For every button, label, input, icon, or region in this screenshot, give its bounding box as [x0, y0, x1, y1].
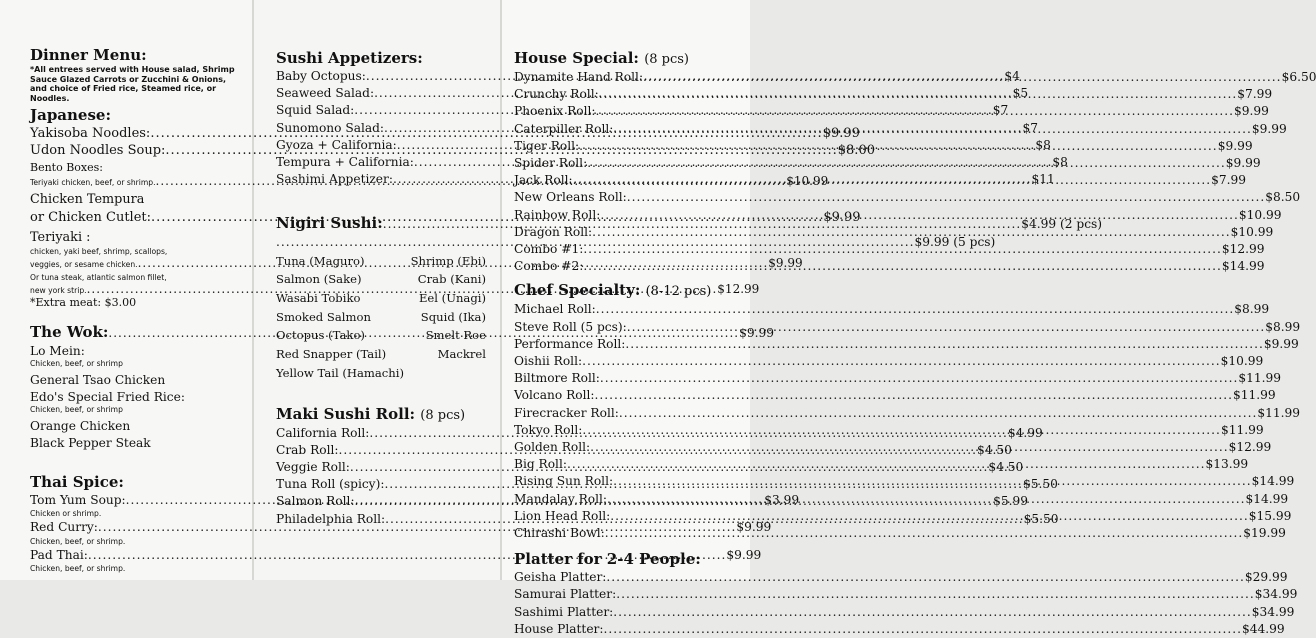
- menu-item: Rising Sun Roll: ..... $14.99: [514, 473, 717, 490]
- nigiri-pair: Wasabi Tobiko Eel (Unagi): [276, 291, 486, 306]
- menu-item: The Wok: ..... $9.99: [30, 323, 240, 343]
- menu-item: Tiger Roll: ..... $9.99: [514, 138, 717, 155]
- nigiri-pair: Salmon (Sake) Crab (Kani): [276, 272, 486, 287]
- orange-chicken: Orange Chicken: [30, 419, 131, 434]
- menu-item: Mandalay Roll: ..... $14.99: [514, 491, 717, 508]
- menu-item: Combo #1: ..... $12.99: [514, 241, 717, 258]
- menu-item: Udon Noodles Soup: ..... $8.00: [30, 142, 240, 159]
- menu-item: Dynamite Hand Roll: ..... $6.50: [514, 69, 717, 86]
- menu-item: Tuna Roll (spicy): ..... $5.50: [276, 476, 486, 493]
- menu-item: veggies, or sesame chicken. ..... $9.99: [30, 257, 240, 270]
- menu-item: new york strip. ..... $12.99: [30, 283, 240, 296]
- menu-item: Sashimi Platter: ..... $34.99: [514, 604, 717, 621]
- menu-item: Phoenix Roll: ..... $9.99: [514, 103, 717, 120]
- item-sub: Chicken, beef, or shrimp.: [30, 536, 126, 546]
- edo-sub: Chicken, beef, or shrimp: [30, 405, 123, 415]
- house-special-title: House Special: (8 pcs): [514, 49, 690, 67]
- thai-title: Thai Spice:: [30, 473, 124, 492]
- menu-item: California Roll: ..... $4.99: [276, 425, 486, 442]
- menu-item: Firecracker Roll: ..... $11.99: [514, 405, 717, 422]
- nigiri-pair: Smoked Salmon Squid (Ika): [276, 309, 486, 324]
- menu-item: New Orleans Roll: ..... $8.50: [514, 189, 717, 206]
- item-sub: Chicken, beef, or shrimp.: [30, 563, 126, 573]
- menu-item: Pad Thai: ..... $9.99: [30, 547, 240, 564]
- black-pepper-steak: Black Pepper Steak: [30, 435, 151, 450]
- general-tsao: General Tsao Chicken: [30, 373, 166, 388]
- menu-item: Oishii Roll: ..... $10.99: [514, 353, 717, 370]
- menu-item: House Platter: ..... $44.99: [514, 621, 717, 638]
- menu-item: Crab Roll: ..... $4.50: [276, 442, 486, 459]
- menu-item: Crunchy Roll: ..... $7.99: [514, 86, 717, 103]
- dinner-menu-title: Dinner Menu:: [30, 46, 147, 64]
- menu-item: Yakisoba Noodles: ..... $9.99: [30, 125, 240, 142]
- platter-title: Platter for 2-4 People:: [514, 550, 701, 569]
- dinner-menu-note: *All entrees served with House salad, Shrimp Sauce Glazed Carrots or Zucchini & Onions, and choice of Fried rice, Steamed rice, or Noodles.: [30, 65, 235, 103]
- menu-item: Salmon Roll: ..... $5.99: [276, 493, 486, 510]
- menu-item: Caterpiller Roll: ..... $9.99: [514, 121, 717, 138]
- menu-item: Performance Roll: ..... $9.99: [514, 336, 717, 353]
- menu-item: Sashimi Appetizer: ..... $11: [276, 171, 486, 188]
- teriyaki-title: Teriyaki :: [30, 230, 91, 246]
- menu-item: Combo #2: ..... $14.99: [514, 258, 717, 275]
- menu-item: Jack Roll: ..... $7.99: [514, 172, 717, 189]
- menu-item: Geisha Platter: ..... $29.99: [514, 569, 717, 586]
- lo-mein-sub: Chicken, beef, or shrimp: [30, 359, 123, 369]
- teriyaki-sub: Or tuna steak, atlantic salmon fillet,: [30, 272, 167, 282]
- lo-mein: Lo Mein:: [30, 343, 85, 358]
- nigiri-pair: Red Snapper (Tail) Mackrel: [276, 347, 486, 362]
- maki-title: Maki Sushi Roll: (8 pcs): [276, 404, 466, 423]
- nigiri-pair: Tuna (Maguro) Shrimp (Ebi): [276, 253, 486, 268]
- menu-item: Spider Roll: ..... $9.99: [514, 155, 717, 172]
- tempura-line1: Chicken Tempura: [30, 192, 145, 208]
- item-sub: Chicken or shrimp.: [30, 509, 102, 519]
- bento-title: Bento Boxes:: [30, 161, 103, 175]
- menu-item: Seaweed Salad: ..... $5: [276, 85, 486, 102]
- nigiri-pair: Octopus (Tako) Smelt Roe: [276, 328, 486, 343]
- menu-item: Dragon Roll: ..... $10.99: [514, 224, 717, 241]
- extra-meat-note: *Extra meat: $3.00: [30, 295, 137, 309]
- menu-item: Tempura + California: ..... $8: [276, 154, 486, 171]
- menu-item: Lion Head Roll: ..... $15.99: [514, 508, 717, 525]
- menu-item: Tom Yum Soup: ..... $3.99: [30, 492, 240, 509]
- menu-item: Squid Salad: ..... $7: [276, 102, 486, 119]
- menu-item: Big Roll: ..... $13.99: [514, 456, 717, 473]
- menu-item: Rainbow Roll: ..... $10.99: [514, 207, 717, 224]
- sushi-appetizers-title: Sushi Appetizers:: [276, 49, 423, 67]
- menu-item: Philadelphia Roll: ..... $5.50: [276, 511, 486, 528]
- menu-item: or Chicken Cutlet: ..... $9.99: [30, 209, 240, 226]
- japanese-title: Japanese:: [30, 106, 111, 124]
- menu-item: Sunomono Salad: ..... $7: [276, 120, 486, 137]
- chef-specialty-title: Chef Specialty: (8-12 pcs): [514, 281, 712, 300]
- menu-item: Gyoza + California: ..... $8: [276, 137, 486, 154]
- menu-item: Michael Roll: ..... $8.99: [514, 301, 717, 318]
- menu-item: Chirashi Bowl: ..... $19.99: [514, 525, 717, 542]
- teriyaki-sub: chicken, yaki beef, shrimp, scallops,: [30, 246, 168, 256]
- menu-item: Golden Roll: ..... $12.99: [514, 439, 717, 456]
- nigiri-price-row: ..... $9.99 (5 pcs): [276, 234, 486, 251]
- menu-item: Baby Octopus: ..... $4: [276, 68, 486, 85]
- nigiri-header: Nigiri Sushi: ..... $4.99 (2 pcs): [276, 214, 486, 234]
- nigiri-last: Yellow Tail (Hamachi): [276, 365, 405, 380]
- menu-item: Volcano Roll: ..... $11.99: [514, 387, 717, 404]
- menu-item: Biltmore Roll: ..... $11.99: [514, 370, 717, 387]
- menu-item: Tokyo Roll: ..... $11.99: [514, 422, 717, 439]
- menu-item: Teriyaki chicken, beef, or shrimp. ..... $10.99: [30, 174, 240, 188]
- menu-item: Steve Roll (5 pcs): ..... $8.99: [514, 319, 717, 336]
- menu-item: Samurai Platter: ..... $34.99: [514, 586, 717, 603]
- menu-item: Red Curry: ..... $9.99: [30, 519, 240, 536]
- edo-fried-rice: Edo's Special Fried Rice:: [30, 389, 185, 404]
- menu-item: Veggie Roll: ..... $4.50: [276, 459, 486, 476]
